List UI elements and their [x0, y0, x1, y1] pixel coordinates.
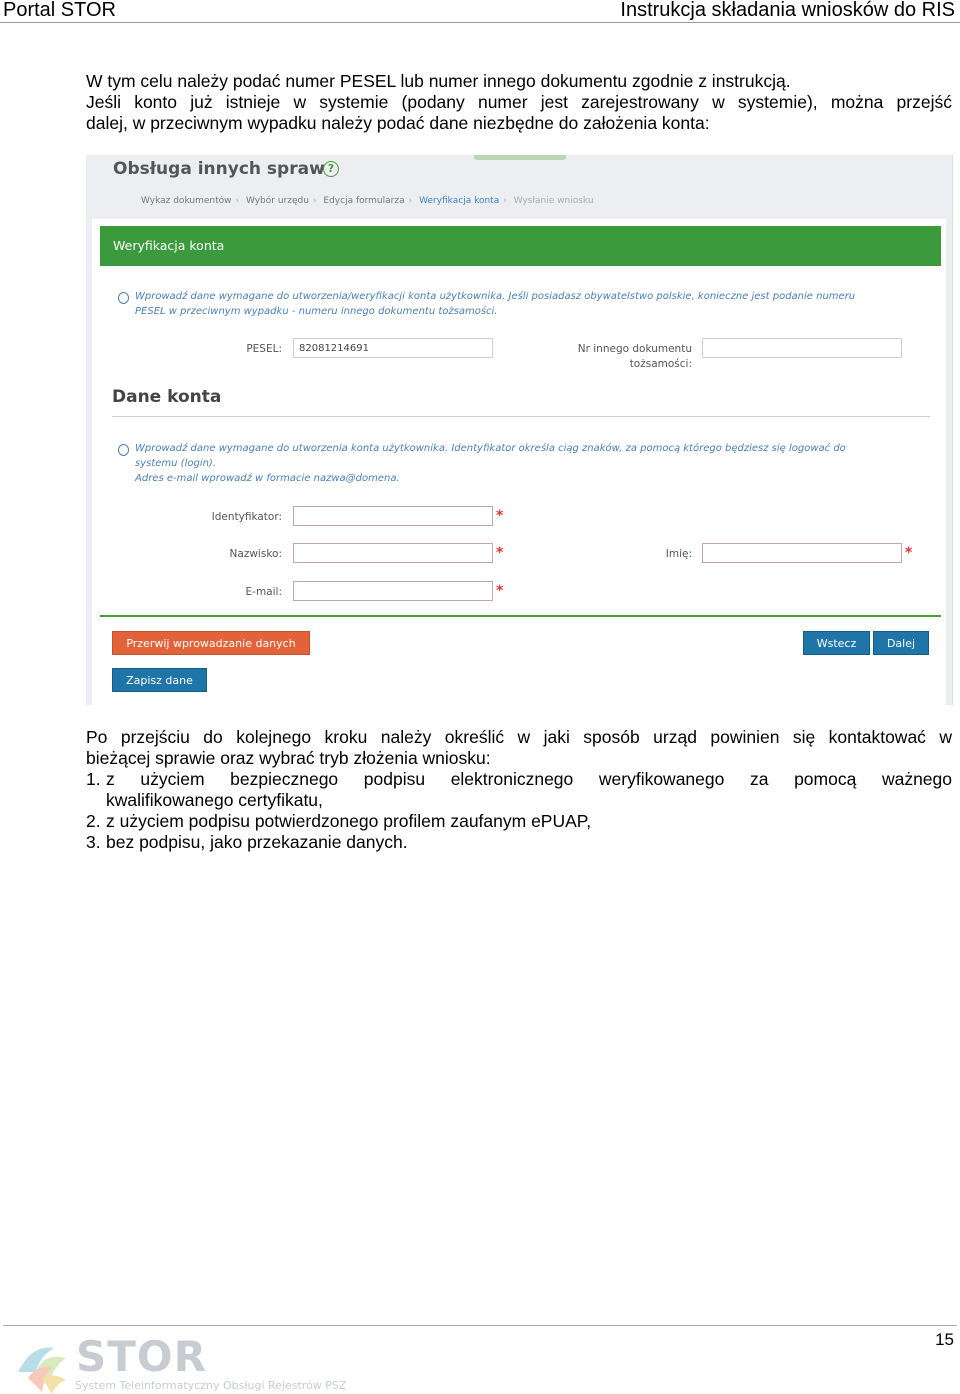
page-number: 15 [935, 1330, 954, 1349]
list-item-text: z użyciem bezpiecznego podpisu elektronicznego weryfikowanego za pomocą ważnego [106, 769, 952, 789]
after-line-2: bieżącej sprawie oraz wybrać tryb złożenia wniosku: [86, 748, 491, 768]
breadcrumb-separator-icon: › [408, 196, 413, 206]
email-label: E-mail: [245, 586, 282, 598]
top-tab-indicator [474, 155, 566, 160]
list-item-number: 1. [86, 769, 101, 789]
intro-line-3: dalej, w przeciwnym wypadku należy podać dane niezbędne do założenia konta: [86, 113, 710, 133]
banner-label: Weryfikacja konta [113, 238, 225, 253]
section-divider [112, 416, 930, 417]
list-item-text-continued: kwalifikowanego certyfikatu, [106, 790, 323, 810]
info-text-line: Wprowadź dane wymagane do utworzenia/weryfikacji konta użytkownika. Jeśli posiadasz obywatelstwo polskie, konieczne jest podanie numeru [135, 291, 856, 302]
email-input[interactable] [293, 581, 493, 601]
embedded-screenshot [86, 155, 953, 705]
info-text-line: PESEL w przeciwnym wypadku - numeru innego dokumentu tożsamości. [135, 306, 498, 317]
after-paragraph [86, 727, 952, 769]
logo-subtitle: System Teleinformatyczny Obsługi Rejestrów PSZ [75, 1379, 347, 1392]
next-button[interactable]: Dalej [873, 631, 929, 655]
signature-mode-list [86, 769, 952, 853]
back-button[interactable]: Wstecz [803, 631, 870, 655]
breadcrumb-step-5: Wysłanie wniosku [513, 196, 594, 206]
info-text-verification [135, 289, 855, 319]
info-text-account [135, 441, 846, 486]
info-text-line: Adres e-mail wprowadź w formacie nazwa@domena. [135, 473, 400, 484]
breadcrumb-separator-icon: › [503, 196, 507, 206]
pesel-input[interactable]: 82081214691 [293, 338, 493, 358]
list-item-text: z użyciem podpisu potwierdzonego profilem zaufanym ePUAP, [106, 811, 592, 831]
breadcrumb-step-4-active[interactable]: Weryfikacja konta [419, 196, 500, 206]
required-asterisk-icon: * [496, 508, 504, 524]
save-data-button[interactable]: Zapisz dane [112, 668, 207, 692]
info-icon [118, 292, 129, 304]
breadcrumb-separator-icon: › [235, 196, 240, 206]
other-document-label [552, 342, 692, 372]
pesel-label: PESEL: [246, 343, 282, 355]
breadcrumb-step-3[interactable]: Edycja formularza [323, 196, 405, 206]
screen-title: Obsługa innych spraw [113, 159, 325, 179]
other-document-input[interactable] [702, 338, 902, 358]
form-footer-divider [100, 615, 941, 617]
identifier-label: Identyfikator: [211, 511, 282, 523]
stor-logo [14, 1332, 354, 1394]
other-document-label-line: tożsamości: [629, 358, 692, 370]
list-item [86, 832, 952, 853]
required-asterisk-icon: * [496, 545, 504, 561]
list-item [86, 769, 952, 811]
header-divider [0, 22, 960, 23]
required-asterisk-icon: * [496, 583, 504, 599]
intro-line-2: Jeśli konto już istnieje w systemie (podany numer jest zarejestrowany w systemie), można przejść [86, 92, 952, 112]
surname-label: Nazwisko: [229, 548, 282, 560]
breadcrumb-separator-icon: › [312, 196, 317, 206]
list-item-text: bez podpisu, jako przekazanie danych. [106, 832, 408, 852]
intro-paragraph [86, 71, 952, 134]
list-item-number: 2. [86, 811, 101, 831]
section-banner [100, 226, 941, 266]
first-name-label: Imię: [665, 548, 692, 560]
first-name-input[interactable] [702, 543, 902, 563]
section-title-account: Dane konta [112, 387, 222, 407]
breadcrumb [141, 196, 598, 206]
surname-input[interactable] [293, 543, 493, 563]
logo-wordmark: STOR [76, 1332, 207, 1381]
after-line-1: Po przejściu do kolejnego kroku należy określić w jaki sposób urząd powinien się kontaktować w [86, 727, 952, 747]
list-item [86, 811, 952, 832]
identifier-input[interactable] [293, 506, 493, 526]
stor-logo-mark-icon [14, 1338, 72, 1394]
footer-divider [3, 1325, 957, 1326]
info-icon [118, 444, 129, 456]
cancel-input-button[interactable]: Przerwij wprowadzanie danych [112, 631, 310, 655]
form-card [92, 219, 946, 705]
intro-line-1: W tym celu należy podać numer PESEL lub numer innego dokumentu zgodnie z instrukcją. [86, 71, 791, 91]
other-document-label-line: Nr innego dokumentu [577, 343, 692, 355]
header-title-left: Portal STOR [3, 0, 116, 21]
help-icon[interactable]: ? [323, 161, 339, 177]
breadcrumb-step-1[interactable]: Wykaz dokumentów [141, 196, 232, 206]
breadcrumb-step-2[interactable]: Wybór urzędu [245, 196, 309, 206]
header-title-right: Instrukcja składania wniosków do RIS [620, 0, 955, 21]
info-text-line: systemu (login). [135, 458, 217, 469]
required-asterisk-icon: * [905, 545, 913, 561]
list-item-number: 3. [86, 832, 101, 852]
info-text-line: Wprowadź dane wymagane do utworzenia konta użytkownika. Identyfikator określa ciąg znaków, za pomocą którego będziesz się logować do [135, 443, 846, 454]
